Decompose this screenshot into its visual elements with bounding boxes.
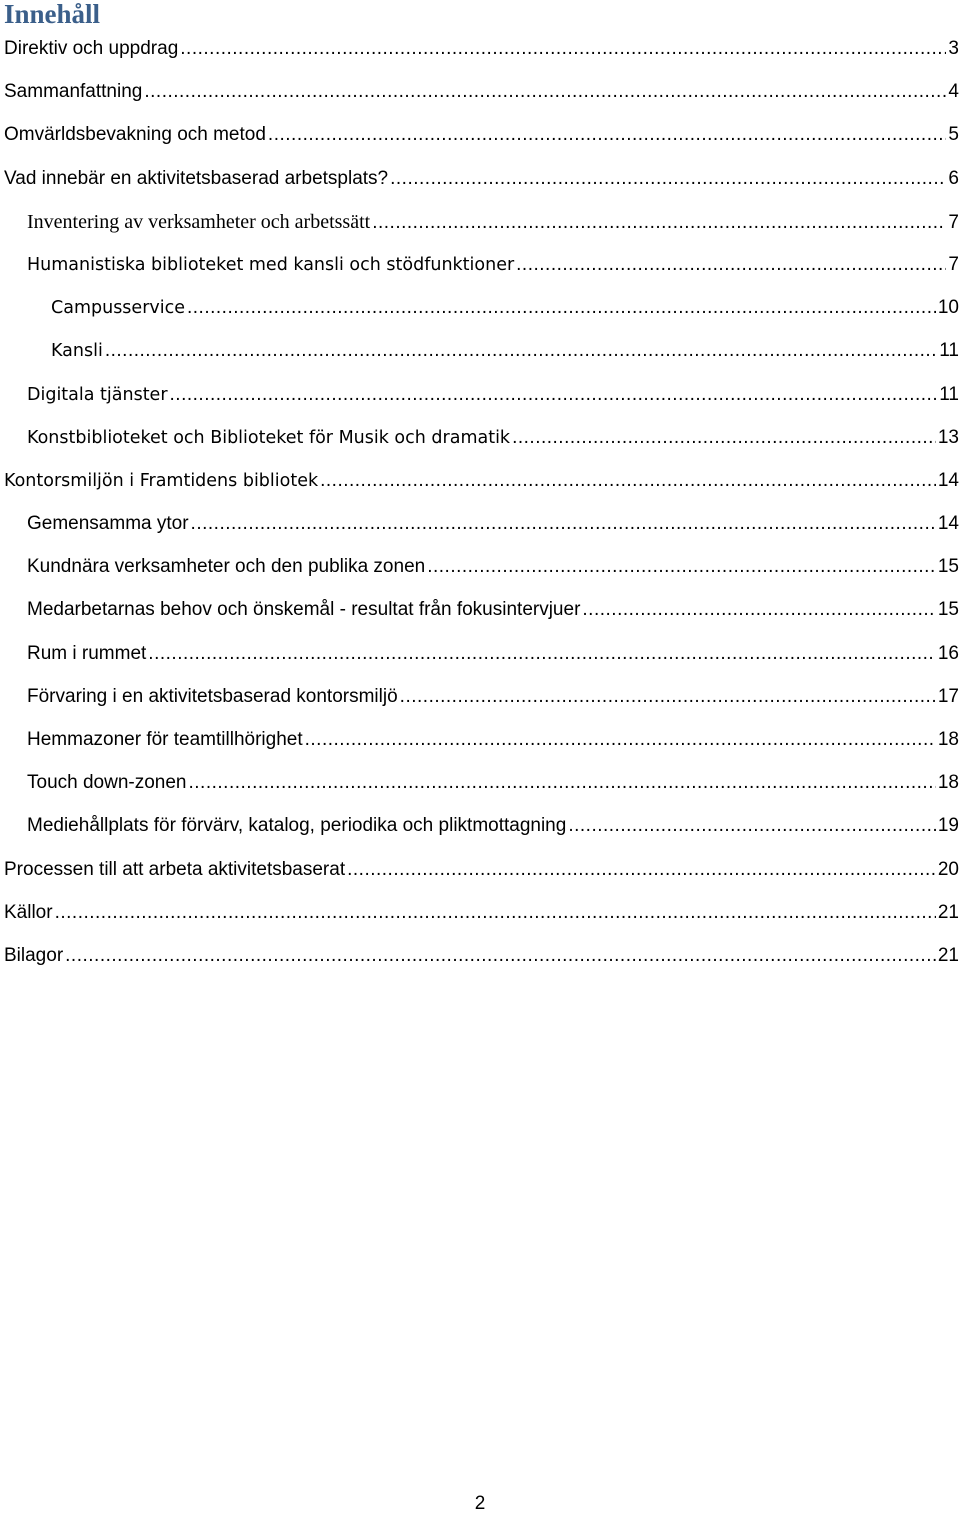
toc-heading: Innehåll	[4, 0, 101, 29]
toc-entry-label: Campusservice	[51, 298, 185, 319]
dot-leader	[372, 211, 946, 235]
toc-entry-page: 15	[937, 556, 959, 578]
toc-entry-page: 6	[948, 167, 959, 189]
toc-entry-page: 13	[937, 426, 959, 448]
toc-entry-label: Mediehållplats för förvärv, katalog, periodika och pliktmottagning	[27, 815, 567, 837]
toc-entry-label: Hemmazoner för teamtillhörighet	[27, 729, 303, 750]
page-number: 2	[474, 1493, 486, 1514]
toc-entry-label: Medarbetarnas behov och önskemål - resultat från fokusintervjuer	[27, 599, 581, 621]
toc-entry-page: 5	[948, 124, 959, 146]
toc-entry-gemensamma-ytor[interactable]	[0, 503, 960, 546]
dot-leader	[189, 771, 936, 795]
dot-leader	[187, 296, 936, 320]
dot-leader	[191, 512, 936, 536]
toc-entry-kontorsmiljon[interactable]	[0, 460, 960, 503]
toc-entry-sammanfattning[interactable]	[0, 71, 960, 114]
toc-entry-touch-down[interactable]	[0, 762, 960, 805]
dot-leader	[105, 339, 937, 363]
dot-leader	[65, 944, 936, 968]
toc-entry-page: 18	[937, 729, 959, 750]
toc-entry-label: Kansli	[51, 341, 103, 362]
toc-entry-label: Humanistiska biblioteket med kansli och stödfunktioner	[27, 254, 515, 275]
toc-entry-label: Bilagor	[4, 944, 64, 966]
toc-entry-page: 11	[939, 383, 959, 405]
toc-entry-forvaring[interactable]	[0, 676, 960, 719]
toc-entry-kundnara[interactable]	[0, 546, 960, 589]
toc-entry-label: Kundnära verksamheter och den publika zonen	[27, 556, 426, 578]
dot-leader	[390, 167, 946, 191]
toc-entry-page: 3	[948, 38, 959, 59]
toc-entry-label: Omvärldsbevakning och metod	[4, 124, 266, 146]
dot-leader	[512, 426, 936, 450]
table-of-contents	[0, 28, 960, 978]
toc-entry-omvarldsbevakning[interactable]	[0, 114, 960, 157]
dot-leader	[144, 80, 946, 104]
toc-entry-label: Rum i rummet	[27, 642, 147, 664]
toc-entry-hemmazoner[interactable]	[0, 719, 960, 762]
toc-entry-humanistiska[interactable]	[0, 244, 960, 287]
toc-entry-label: Processen till att arbeta aktivitetsbaserat	[4, 858, 346, 880]
toc-entry-digitala-tjanster[interactable]	[0, 374, 960, 417]
toc-entry-label: Vad innebär en aktivitetsbaserad arbetsplats?	[4, 167, 389, 189]
toc-entry-campusservice[interactable]	[0, 287, 960, 330]
toc-entry-mediehallplats[interactable]	[0, 805, 960, 848]
toc-entry-page: 19	[937, 815, 959, 837]
toc-entry-page: 17	[937, 685, 959, 707]
dot-leader	[347, 858, 936, 882]
dot-leader	[427, 555, 936, 579]
toc-entry-label: Förvaring i en aktivitetsbaserad kontorsmiljö	[27, 685, 398, 707]
dot-leader	[320, 469, 936, 493]
toc-entry-page: 14	[937, 469, 959, 491]
toc-entry-label: Direktiv och uppdrag	[4, 38, 179, 59]
dot-leader	[568, 814, 936, 838]
dot-leader	[268, 123, 947, 147]
dot-leader	[516, 253, 946, 277]
toc-entry-page: 4	[948, 81, 959, 103]
toc-entry-label: Källor	[4, 901, 53, 923]
dot-leader	[582, 598, 935, 622]
toc-entry-label: Kontorsmiljön i Framtidens bibliotek	[4, 470, 319, 491]
toc-entry-page: 11	[939, 340, 959, 362]
toc-entry-kansli[interactable]	[0, 330, 960, 373]
toc-entry-page: 18	[937, 772, 959, 794]
toc-entry-page: 10	[937, 297, 959, 319]
toc-entry-direktiv[interactable]	[0, 28, 960, 71]
toc-entry-medarbetarnas-behov[interactable]	[0, 589, 960, 632]
toc-entry-label: Sammanfattning	[4, 81, 143, 103]
toc-entry-vad-innebar[interactable]	[0, 158, 960, 201]
toc-entry-page: 16	[937, 642, 959, 664]
dot-leader	[55, 901, 936, 925]
toc-entry-label: Konstbiblioteket och Biblioteket för Musik och dramatik	[27, 427, 511, 448]
dot-leader	[170, 383, 938, 407]
toc-entry-page: 7	[948, 211, 959, 233]
toc-entry-rum-i-rummet[interactable]	[0, 633, 960, 676]
toc-entry-label: Gemensamma ytor	[27, 513, 189, 535]
toc-entry-bilagor[interactable]	[0, 935, 960, 978]
toc-entry-konstbiblioteket[interactable]	[0, 417, 960, 460]
toc-entry-page: 20	[937, 858, 959, 880]
toc-entry-inventering[interactable]	[0, 201, 960, 244]
toc-entry-processen[interactable]	[0, 849, 960, 892]
toc-entry-label: Inventering av verksamheter och arbetssätt	[27, 210, 371, 233]
toc-entry-page: 21	[937, 944, 959, 966]
toc-entry-label: Digitala tjänster	[27, 384, 168, 405]
toc-entry-label: Touch down-zonen	[27, 772, 187, 794]
toc-entry-page: 14	[937, 513, 959, 535]
dot-leader	[400, 685, 936, 709]
toc-entry-page: 21	[937, 901, 959, 923]
dot-leader	[148, 642, 936, 666]
toc-entry-page: 7	[948, 253, 959, 275]
toc-entry-page: 15	[937, 599, 959, 621]
dot-leader	[305, 728, 936, 752]
dot-leader	[180, 37, 946, 61]
toc-entry-kallor[interactable]	[0, 892, 960, 935]
